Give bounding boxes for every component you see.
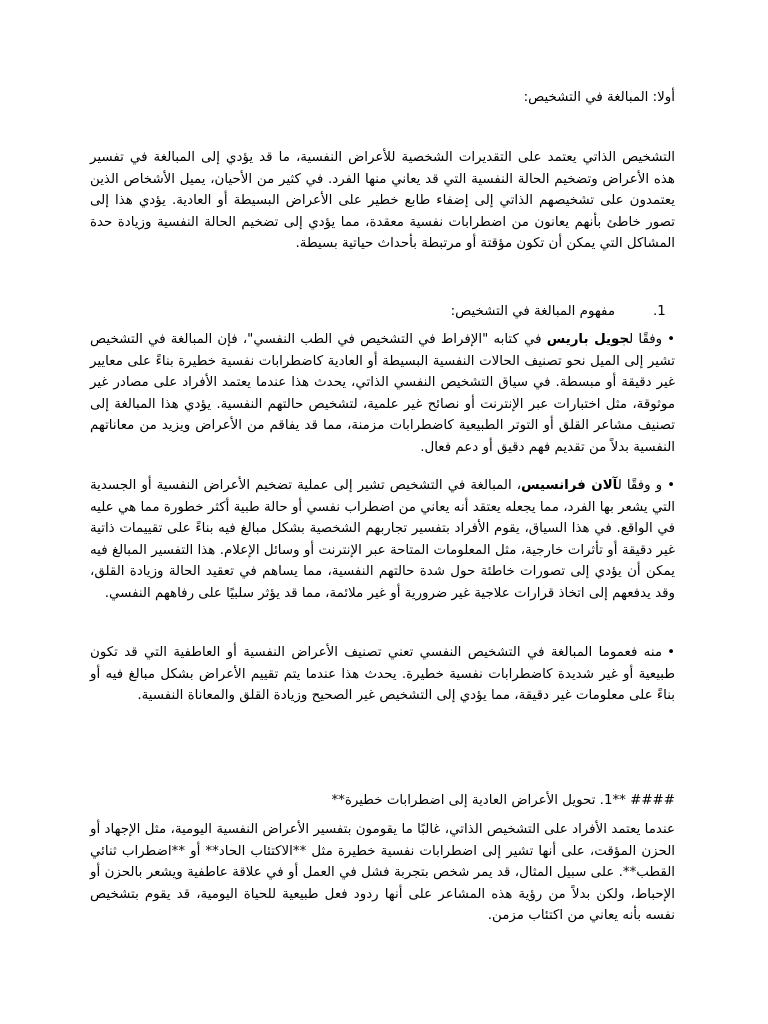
bullet-text: ، المبالغة في التشخيص تشير إلى عملية تضخيم الأعراض النفسية أو الجسدية التي يشعر بها الفرد، مما يجعله يعتقد أنه يعاني من اضطراب نفسي أو حالة طبية أكثر خطورة مما هي عليه في الواقع. في هذا السياق، يقوم الأفراد بتفسير تجاربهم الشخصية بشكل مبالغ فيه بناءً على تقييمات ذاتية غير دقيقة أو تأثرات خارجية، مثل المعلومات المتاحة عبر الإنترنت أو وسائل الإعلام. هذا التفسير المبالغ فيه يمكن أن يؤدي إلى تصورات خاطئة حول شدة حالتهم النفسية، مما يساهم في تعقيد الحالة وزيادة القلق، وقد يدفعهم إلى اتخاذ قرارات علاجية غير ضرورية أو غير ملائمة، مما قد يؤثر سلبيًا على رفاههم النفسي. [90,478,675,601]
author-name: آلان فرانسيس [521,478,618,493]
bullet-icon: • [667,332,675,347]
subsection-heading: #### **1. تحويل الأعراض العادية إلى اضطرابات خطيرة** [331,793,675,808]
subsection-paragraph: عندما يعتمد الأفراد على التشخيص الذاتي، غالبًا ما يقومون بتفسير الأعراض النفسية اليومية، مثل الإجهاد أو الحزن المؤقت، على أنها تشير إلى اضطرابات نفسية خطيرة مثل **الاكتئاب الحاد** أو **اضطراب ثنائي القطب**. على سبيل المثال، قد يمر شخص بتجربة فشل في العمل أو في علاقة عاطفية ويشعر بالحزن أو الإحباط، ولكن بدلاً من رؤية هذه المشاعر على أنها ردود فعل طبيعية للحياة اليومية، قد يقوم بتشخيص نفسه بأنه يعاني من اكتئاب مزمن. [90,822,675,923]
bullet-text-pre: وفقًا ل [629,332,663,347]
list-number: 1. [653,304,666,319]
intro-paragraph: التشخيص الذاتي يعتمد على التقديرات الشخصية للأعراض النفسية، ما قد يؤدي إلى المبالغة في تفسير هذه الأعراض وتضخيم الحالة النفسية التي قد يعاني منها الفرد. في كثير من الأحيان، يميل الأشخاص الذين يعتمدون على تشخيصهم الذاتي إلى إضفاء طابع خطير على الأعراض البسيطة أو العادية. يؤدي هذا إلى تصور خاطئ بأنهم يعانون من اضطرابات نفسية معقدة، مما يؤدي إلى تضخيم الحالة النفسية وزيادة حدة المشاكل التي يمكن أن تكون مؤقتة أو مرتبطة بأحداث حياتية بسيطة. [90,150,675,251]
bullet-text: منه فعموما المبالغة في التشخيص النفسي تعني تصنيف الأعراض النفسية أو العاطفية التي قد تكون طبيعية أو غير شديدة كاضطرابات نفسية خطيرة. يحدث هذا عندما يتم تقييم الأعراض بشكل مبالغ فيه أو بناءً على معلومات غير دقيقة، مما يؤدي إلى التشخيص غير الصحيح وزيادة القلق والمعاناة النفسية. [90,645,675,703]
bullet-paragraph-paris [90,329,675,458]
bullet-paragraph-frances [90,475,675,604]
bullet-paragraph-summary [90,642,675,707]
concept-title: مفهوم المبالغة في التشخيص: [450,304,615,319]
bullet-icon: • [667,645,675,660]
concept-heading [90,302,675,322]
bullet-icon: • [667,478,676,493]
bullet-text-pre: و وفقًا ل [617,478,663,493]
bullet-text: في كتابه "الإفراط في التشخيص في الطب النفسي"، فإن المبالغة في التشخيص تشير إلى الميل نحو تصنيف الحالات النفسية البسيطة أو العادية كاضطرابات نفسية خطيرة بناءً على معايير غير دقيقة أو مبسطة. في سياق التشخيص النفسي الذاتي، يحدث هذا عندما يعتمد الأفراد على مصادر غير موثوقة، مثل اختبارات عبر الإنترنت أو نصائح غير علمية، لتشخيص حالتهم النفسية. يؤدي هذا المبالغة إلى تصنيف مشاعر القلق أو التوتر الطبيعية كاضطرابات مزمنة، مما قد يفاقم من الأعراض ويزيد من معاناتهم النفسية بدلاً من تقديم فهم دقيق أو دعم فعال. [90,332,675,455]
author-name: جويل باريس [546,332,630,347]
section-heading: أولا: المبالغة في التشخيص: [523,90,675,105]
